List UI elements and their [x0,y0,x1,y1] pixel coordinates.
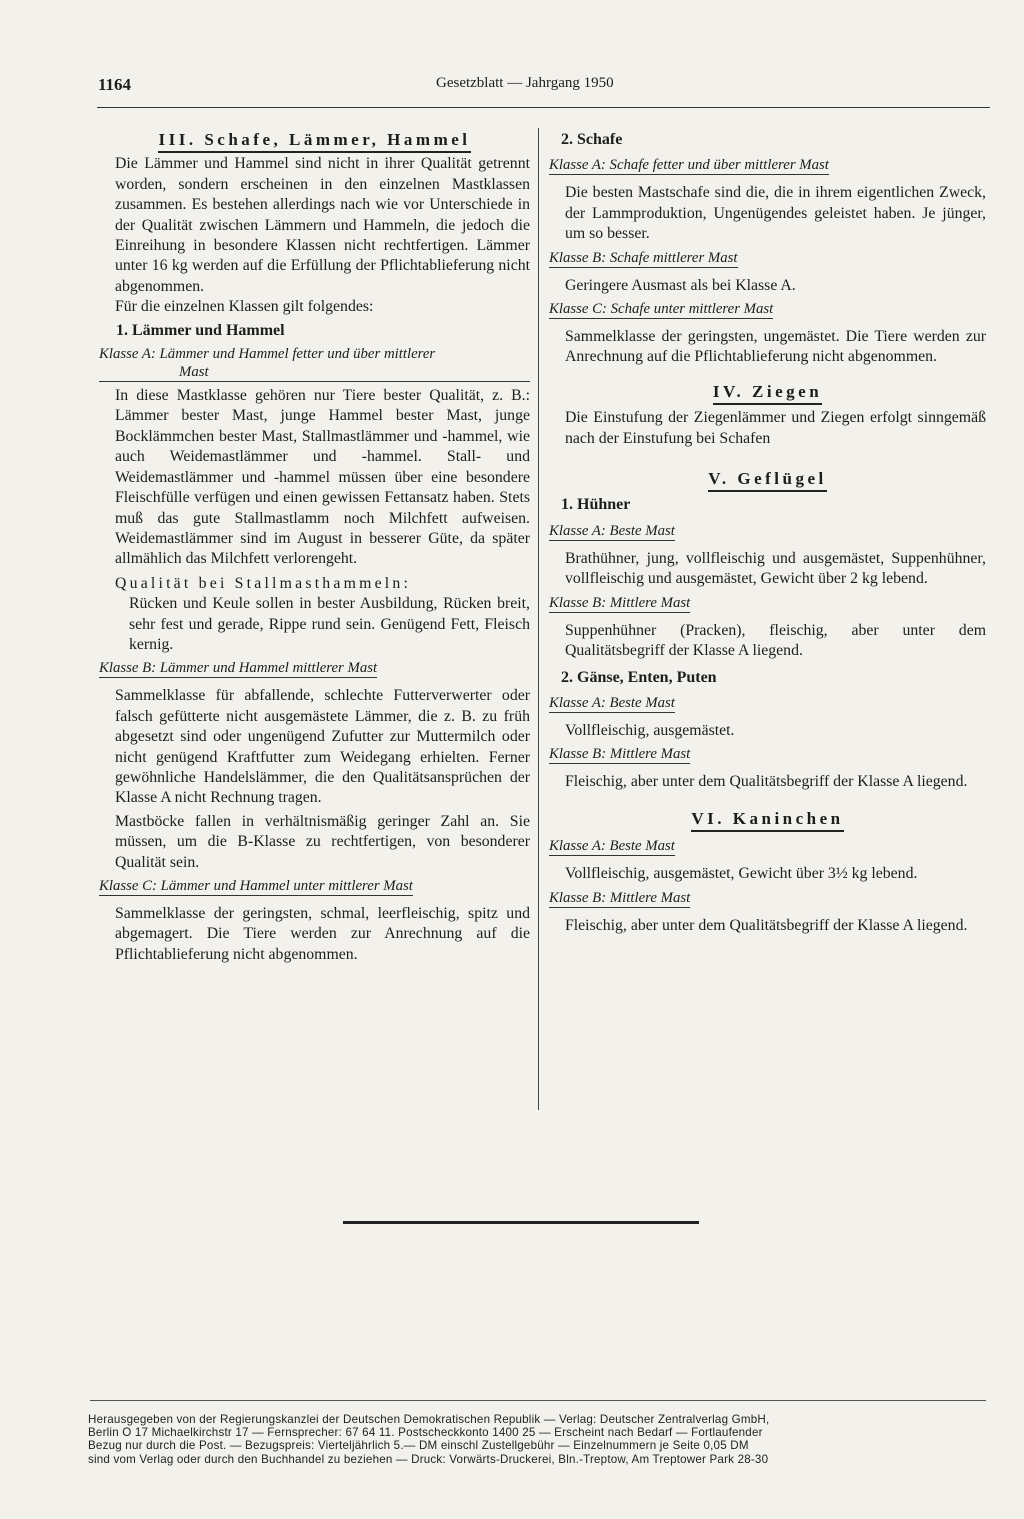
subheading-laemmer: 1. Lämmer und Hammel [116,321,285,339]
imprint-footer [88,1413,988,1466]
schafe-class-b-text: Geringere Ausmast als bei Klasse A. [565,276,796,294]
left-column [99,130,530,965]
imprint-line-1: Herausgegeben von der Regierungskanzlei der Deutschen Demokratischen Republik — Verlag: Deutscher Zentralverlag GmbH, [88,1413,770,1426]
class-heading-c: Klasse C: Lämmer und Hammel unter mittlerer Mast [99,878,413,894]
gaense-class-b: Klasse B: Mittlere Mast [549,746,691,763]
imprint-line-2: Berlin O 17 Michaelkirchstr 17 — Fernsprecher: 67 64 11. Postscheckkonto 1400 25 — Erscheint nach Bedarf — Fortlaufender [88,1426,763,1440]
section-heading-gefluegel: V. Geflügel [549,469,986,489]
class-c-paragraph: Sammelklasse der geringsten, schmal, leerfleischig, spitz und abgemagert. Die Tiere werden zur Anrechnung auf die Pflichtablieferung nicht abgenommen. [115,905,530,963]
schafe-class-a-text: Die besten Mastschafe sind die, die in ihrem eigentlichen Zweck, der Lammproduktion, Ungenügendes geleistet haben. Je jünger, um so besser. [565,184,986,243]
kaninchen-class-a-text: Vollfleischig, ausgemästet, Gewicht über 3½ kg lebend. [565,865,918,883]
imprint-line-4: sind vom Verlag oder durch den Buchhandel zu beziehen — Druck: Vorwärts-Druckerei, Bln.-Treptow, Am Treptower Park 28-30 [88,1452,769,1466]
gaense-class-a: Klasse A: Beste Mast [549,694,675,711]
schafe-class-b: Klasse B: Schafe mittlerer Mast [549,249,738,266]
huehner-class-b: Klasse B: Mittlere Mast [549,594,691,611]
huehner-class-a-text: Brathühner, jung, vollfleischig und ausgemästet, Suppenhühner, vollfleischig und ausgemästet, Gewicht über 2 kg lebend. [565,549,986,588]
intro-paragraph-2: Für die einzelnen Klassen gilt folgendes: [115,298,374,316]
footer-rule [90,1400,986,1401]
gaense-class-a-text: Vollfleischig, ausgemästet. [565,721,735,739]
subheading-gaense: 2. Gänse, Enten, Puten [561,668,717,686]
huehner-class-b-text: Suppenhühner (Pracken), fleischig, aber unter dem Qualitätsbegriff der Klasse A liegend. [565,621,986,660]
schafe-class-a: Klasse A: Schafe fetter und über mittlerer Mast [549,157,829,174]
kaninchen-class-a: Klasse A: Beste Mast [549,838,675,855]
kaninchen-class-b-text: Fleischig, aber unter dem Qualitätsbegriff der Klasse A liegend. [565,916,968,934]
schafe-class-c-text: Sammelklasse der geringsten, ungemästet. Die Tiere werden zur Anrechnung auf die Pflichtablieferung nicht abgenommen. [565,328,986,366]
huehner-class-a: Klasse A: Beste Mast [549,522,675,539]
page-number: 1164 [98,75,132,94]
class-heading-a: Klasse A: Lämmer und Hammel fetter und über mittlerer Mast [99,345,530,382]
imprint-line-3: Bezug nur durch die Post. — Bezugspreis: Vierteljährlich 5.— DM einschl Zustellgebühr — Einzelnummern je Seite 0,05 DM [88,1439,749,1453]
subheading-schafe: 2. Schafe [561,131,623,148]
quality-paragraph: Rücken und Keule sollen in bester Ausbildung, Rücken breit, sehr fest und gerade, Rippe rund sein. Genügend Fett, Fleisch kernig. [129,595,530,653]
header-rule [97,107,990,108]
kaninchen-class-b: Klasse B: Mittlere Mast [549,889,691,906]
running-title: Gesetzblatt — Jahrgang 1950 [436,75,614,91]
class-heading-b: Klasse B: Lämmer und Hammel mittlerer Mast [99,660,378,677]
section-heading-schafe: III. Schafe, Lämmer, Hammel [99,130,530,150]
right-column [549,130,986,936]
quality-heading: Qualität bei Stallmasthammeln: [115,574,412,592]
class-b-paragraph: Sammelklasse für abfallende, schlechte Futterverwerter oder falsch gefütterte nicht ausgemästete Lämmer, die z. B. zu früh abgesetzt sind oder ungenügend Zufutter zur Muttermilch oder nicht genügend Kraftfutter zum Weidegang erhielten. Ferner gewöhnliche Handelslämmer, die den Qualitätsansprüchen der Klasse A nicht Rechnung tragen. [115,687,530,807]
class-a-paragraph: In diese Mastklasse gehören nur Tiere bester Qualität, z. B.: Lämmer bester Mast, junge Hammel bester Mast, junge Bocklämmchen bester Mast, Stallmastlämmer und -hammel, wie auch Weidemastlämmer und -hammel. Stall- und Weidemastlämmer und -hammel müssen über eine besondere Fleischfülle verfügen und einen gewissen Fettansatz haben. Stets muß das gute Stallmastlamm noch Milchfett aufweisen. Weidemastlämmer sind im August in besserer Güte, da später allmählich das Milchfett verlorengeht. [115,387,530,568]
ziegen-text: Die Einstufung der Ziegenlämmer und Ziegen erfolgt sinngemäß nach der Einstufung bei Schafen [565,409,986,447]
section-heading-ziegen: IV. Ziegen [549,382,986,402]
class-b-paragraph-2: Mastböcke fallen in verhältnismäßig geringer Zahl an. Sie müssen, um die B-Klasse zu rechtfertigen, von besonderer Qualität sein. [115,812,530,871]
schafe-class-c: Klasse C: Schafe unter mittlerer Mast [549,301,774,318]
subheading-huehner: 1. Hühner [561,496,631,514]
end-rule [343,1221,699,1224]
section-heading-kaninchen: VI. Kaninchen [549,809,986,829]
column-divider [538,128,539,1110]
gaense-class-b-text: Fleischig, aber unter dem Qualitätsbegriff der Klasse A liegend. [565,773,968,791]
intro-paragraph: Die Lämmer und Hammel sind nicht in ihrer Qualität getrennt worden, sondern erscheinen in den einzelnen Mastklassen zusammen. Es bestehen allerdings nach wie vor Unterschiede in der Qualität zwischen Lämmern und Hammeln, die jedoch die Einreihung in besondere Klassen nicht rechtfertigen. Lämmer unter 16 kg werden auf die Erfüllung der Pflichtablieferung nicht abgenommen. [115,155,530,295]
